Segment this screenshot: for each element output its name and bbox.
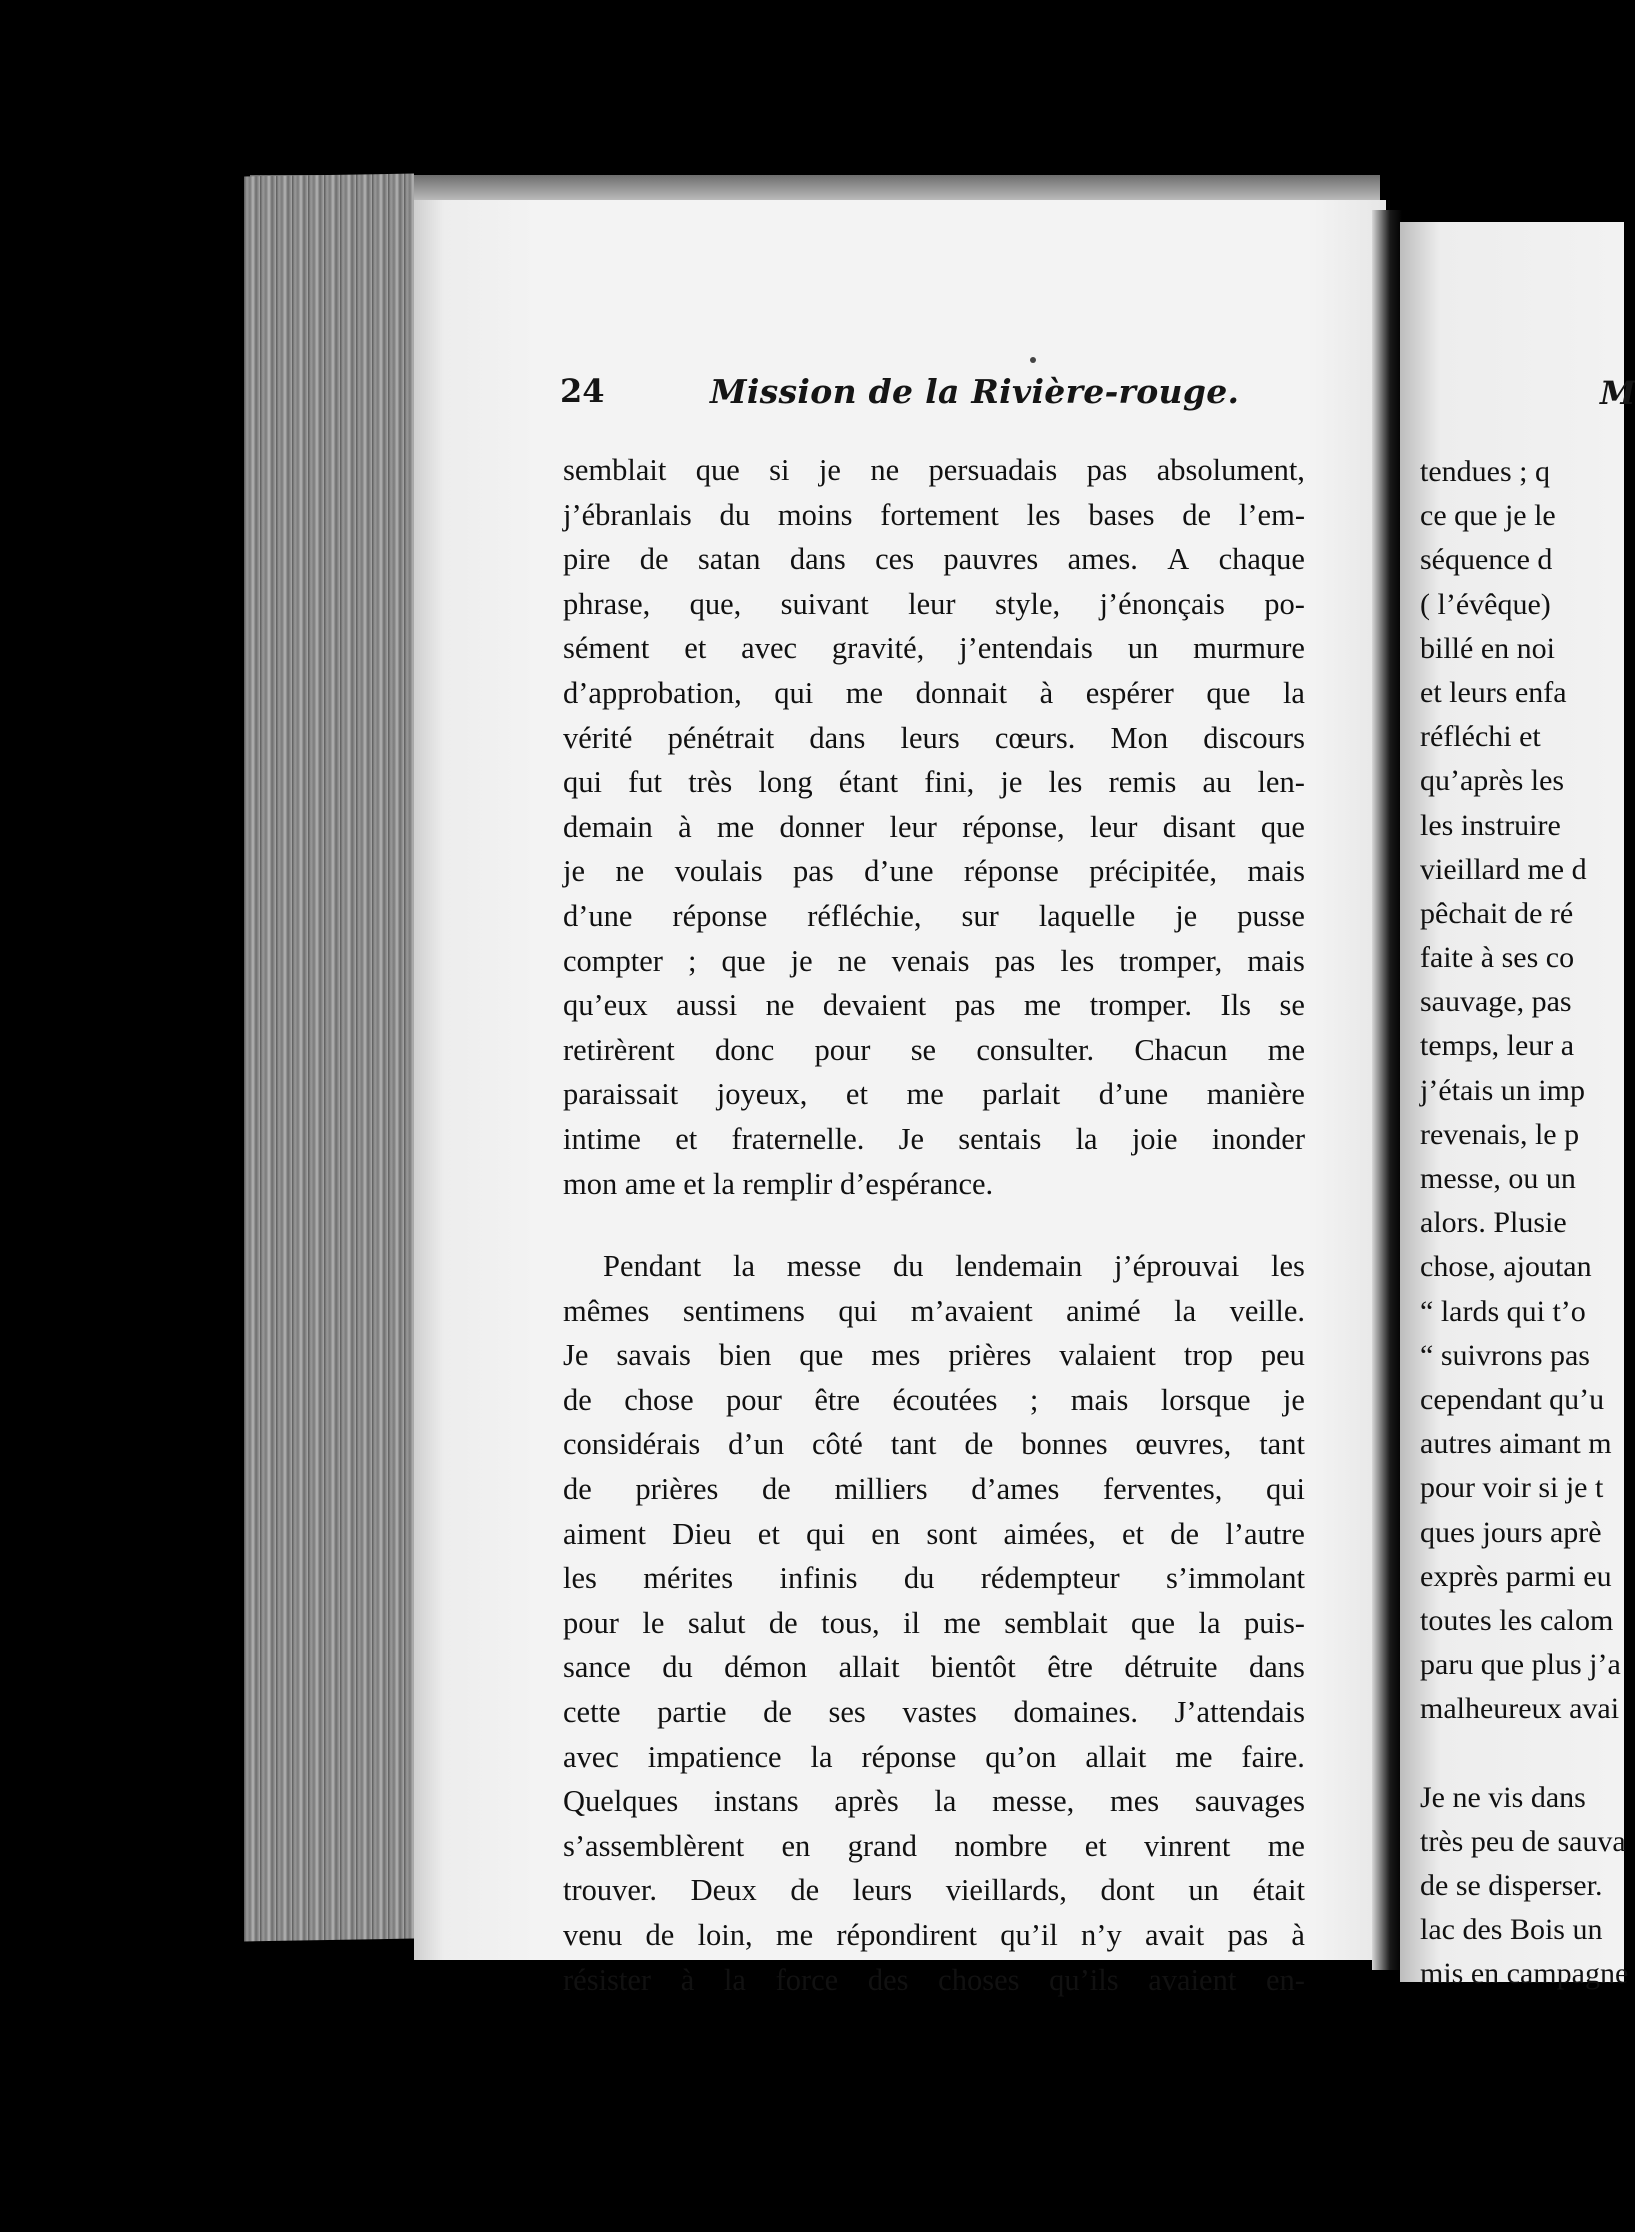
text-line: pour voir si je t [1420,1471,1604,1505]
text-line: paraissait joyeux, et me parlait d’une manière [563,1077,1305,1112]
text-line: s’assemblèrent en grand nombre et vinrent me [563,1828,1305,1863]
left-page-header [560,372,1320,432]
text-line: intime et fraternelle. Je sentais la joie inonder [563,1121,1305,1156]
text-line: revenais, le p [1420,1117,1580,1151]
text-line: résister à la force des choses qu’ils avaient en- [563,1962,1305,1997]
text-line: messe, ou un [1420,1162,1576,1195]
right-page-text [1420,450,1628,1997]
text-line [1420,1731,1628,1775]
text-line: faite à ses co [1420,941,1575,975]
text-line: très peu de sauva [1420,1824,1626,1858]
right-page [1400,222,1635,1991]
text-line: les instruire [1420,808,1561,842]
text-line: séquence d [1420,543,1553,577]
text-line: malheureux avai [1420,1692,1620,1726]
text-line: cependant qu’u [1420,1382,1605,1416]
text-line: paru que plus j’a [1420,1648,1621,1682]
text-line: ques jours aprè [1420,1515,1602,1549]
text-line: considérais d’un côté tant de bonnes œuvres, tant [563,1427,1305,1462]
right-running-head: M [1600,374,1635,412]
text-line: avec impatience la réponse qu’on allait me faire. [563,1739,1305,1774]
text-line: qu’eux aussi ne devaient pas me tromper. Ils se [563,988,1305,1023]
text-line: tendues ; q [1420,455,1550,488]
book-page-edges [244,174,414,1942]
text-line: mon ame et la remplir d’espérance. [563,1166,994,1201]
text-line: temps, leur a [1420,1029,1575,1063]
text-line: Quelques instans après la messe, mes sauvages [563,1784,1305,1819]
text-line: sance du démon allait bientôt être détruite dans [563,1650,1305,1685]
book-gutter [1372,210,1402,1970]
text-line: aiment Dieu et qui en sont aimées, et de l’autre [563,1516,1305,1551]
text-line: Je ne vis dans [1420,1780,1586,1814]
text-line: lac des Bois un [1420,1913,1603,1947]
text-line: sauvage, pas [1420,985,1572,1019]
text-line: d’une réponse réfléchie, sur laquelle je pusse [563,898,1305,933]
text-line: toutes les calom [1420,1603,1614,1637]
left-page-text [563,448,1305,2002]
text-line: trouver. Deux de leurs vieillards, dont un était [563,1873,1305,1908]
text-line: Pendant la messe du lendemain j’éprouvai les [603,1249,1305,1284]
text-line: semblait que si je ne persuadais pas absolument, [563,453,1305,487]
text-line: réfléchi et [1420,720,1541,754]
text-line: les mérites infinis du rédempteur s’immolant [563,1561,1305,1596]
text-line: de chose pour être écoutées ; mais lorsque je [563,1382,1305,1417]
speck-mark [1030,357,1036,363]
text-line: alors. Plusie [1420,1206,1567,1240]
page-number: 24 [560,372,605,410]
text-line: et leurs enfa [1420,675,1567,709]
text-line: j’ébranlais du moins fortement les bases de l’em- [563,497,1305,532]
text-line: phrase, que, suivant leur style, j’énonçais po- [563,586,1305,621]
text-line: exprès parmi eu [1420,1559,1612,1593]
text-line: pêchait de ré [1420,896,1574,930]
text-line: vérité pénétrait dans leurs cœurs. Mon discours [563,720,1305,755]
text-line: vieillard me d [1420,852,1587,886]
text-line: chose, ajoutan [1420,1250,1592,1284]
text-line: venu de loin, me répondirent qu’il n’y avait pas à [563,1918,1305,1952]
text-line: billé en noi [1420,631,1555,665]
text-line: cette partie de ses vastes domaines. J’attendais [563,1695,1305,1730]
text-line: qu’après les [1420,764,1565,798]
text-line: ce que je le [1420,499,1556,533]
text-line: j’étais un imp [1420,1073,1585,1107]
paragraph-gap [563,1206,1305,1244]
text-line: demain à me donner leur réponse, leur disant que [563,809,1305,844]
running-head: Mission de la Rivière-rouge. [710,372,1240,411]
text-line: pire de satan dans ces pauvres ames. A chaque [563,542,1305,577]
text-line: je ne voulais pas d’une réponse précipitée, mais [563,854,1305,889]
text-line: pour le salut de tous, il me semblait que la puis- [563,1605,1305,1640]
text-line: Je savais bien que mes prières valaient trop peu [563,1338,1305,1373]
text-line: mêmes sentimens qui m’avaient animé la veille. [563,1293,1305,1328]
text-line: autres aimant m [1420,1427,1612,1461]
text-line: ( l’évêque) [1420,587,1551,621]
text-line: de se disperser. [1420,1869,1603,1902]
text-line: sément et avec gravité, j’entendais un murmure [563,631,1305,666]
text-line: “ suivrons pas [1420,1338,1590,1372]
text-line: mis en campagne [1420,1957,1629,1991]
text-line: “ lards qui t’o [1420,1294,1586,1328]
text-line: d’approbation, qui me donnait à espérer que la [563,675,1305,710]
text-line: compter ; que je ne venais pas les tromper, mais [563,943,1305,978]
text-line: de prières de milliers d’ames ferventes, qui [563,1472,1305,1507]
text-line: retirèrent donc pour se consulter. Chacun me [563,1032,1305,1067]
text-line: qui fut très long étant fini, je les remis au len- [563,765,1305,800]
